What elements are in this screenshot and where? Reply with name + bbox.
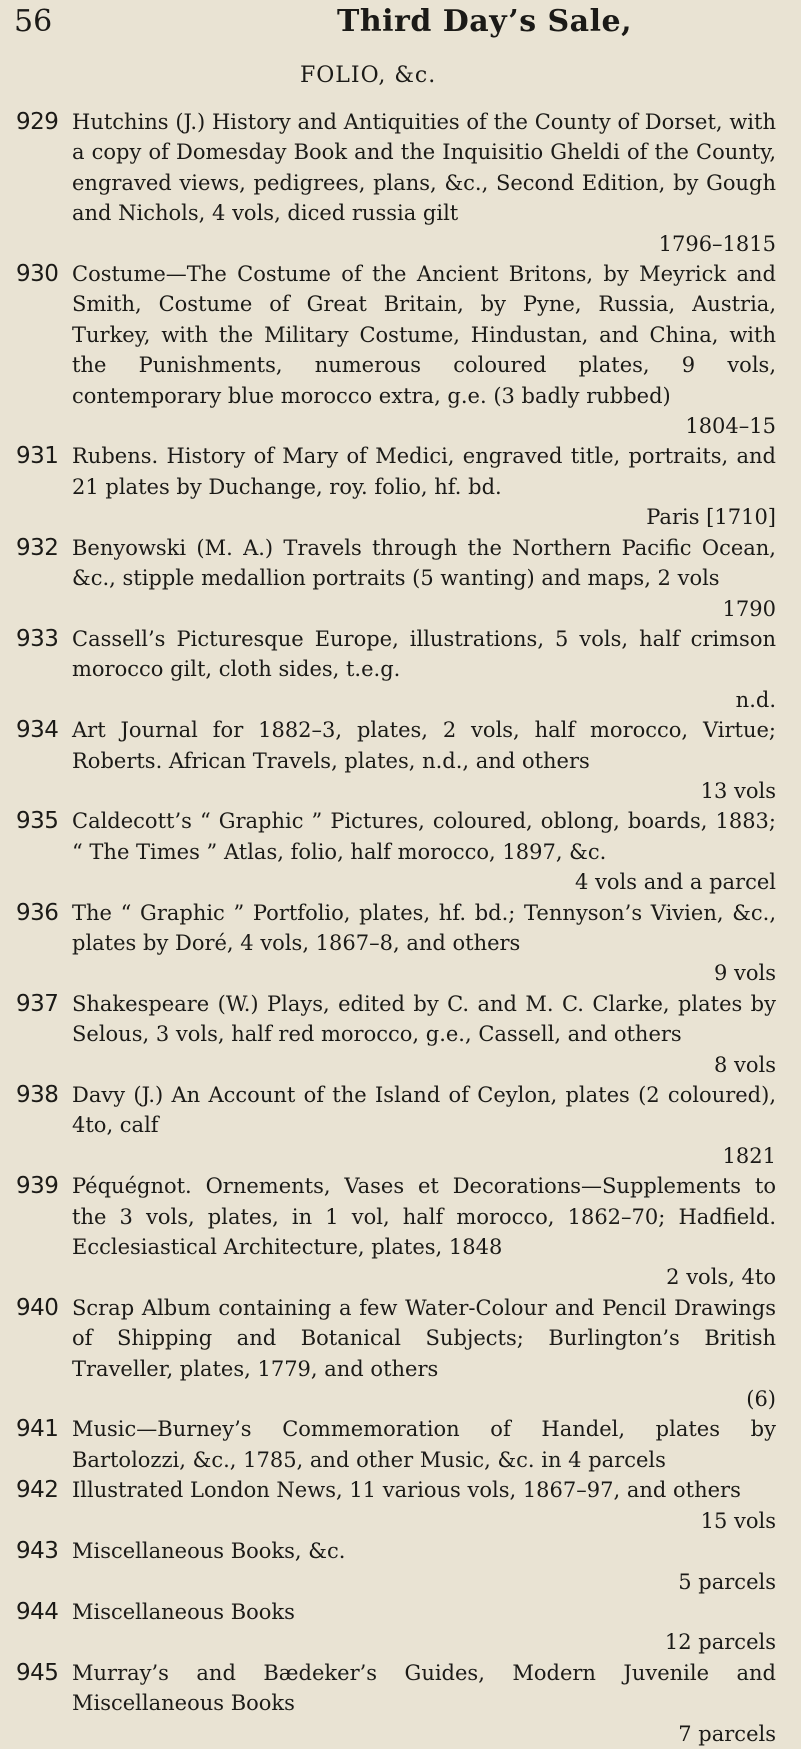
lot-text: Miscellaneous Books [72,1599,295,1624]
lot-number: 938 [16,1082,59,1108]
lot-text: Costume—The Costume of the Ancient Britons, by Meyrick and Smith, Costume of Great Britain, by Pyne, Russia, Austria, Turkey, with the Military Costume, Hindustan, and China, with the Punishments, numerous coloured plates, 9 vols, contemporary blue morocco extra, g.e. (3 badly rubbed) [72,262,776,408]
lot-date-or-quantity: 1821 [722,1143,776,1168]
lot-number: 935 [16,808,59,835]
lot-date-or-quantity: 1804–15 [685,414,776,439]
running-head: Third Day’s Sale, [337,4,633,39]
lot-entry [16,1414,776,1475]
lot-number: 945 [16,1659,59,1686]
lot-list [16,107,776,1749]
lot-text: Murray’s and Bædeker’s Guides, Modern Juvenile and Miscellaneous Books [72,1660,776,1716]
lot-entry [16,715,776,806]
lot-number: 937 [16,990,59,1017]
lot-description [72,1597,776,1658]
lot-entry [16,1597,776,1658]
lot-description [72,1414,776,1475]
lot-text: Shakespeare (W.) Plays, edited by C. and M. C. Clarke, plates by Selous, 3 vols, half red morocco, g.e., Cassell, and others [72,991,776,1047]
lot-description [72,107,776,259]
lot-description [72,898,776,989]
lot-description [72,533,776,624]
lot-entry [16,898,776,989]
lot-date-or-quantity: 9 vols [713,961,776,986]
lot-description [72,1080,776,1171]
lot-description [72,624,776,715]
lot-description [72,1293,776,1415]
lot-date-or-quantity: 13 vols [700,778,776,803]
lot-date-or-quantity: Paris [1710] [646,505,776,530]
lot-text: Rubens. History of Mary of Medici, engraved title, portraits, and 21 plates by Duchange, roy. folio, hf. bd. [72,444,776,499]
lot-text: Caldecott’s “ Graphic ” Pictures, coloured, oblong, boards, 1883; “ The Times ” Atlas, folio, half morocco, 1897, &c. [72,809,776,864]
lot-date-or-quantity: 7 parcels [678,1721,776,1746]
lot-description [72,989,776,1080]
lot-text: Hutchins (J.) History and Antiquities of the County of Dorset, with a copy of Domesday Book and the Inquisitio Gheldi of the County, engraved views, pedigrees, plans, &c., Second Edition, by Gough and Nichols, 4 vols, diced russia gilt [72,110,776,226]
lot-text: Illustrated London News, 11 various vols, 1867–97, and others [72,1478,741,1503]
lot-number: 930 [16,261,59,288]
lot-entry [16,441,776,532]
lot-number: 932 [16,534,59,561]
lot-date-or-quantity: 2 vols, 4to [666,1265,776,1290]
lot-text: Benyowski (M. A.) Travels through the Northern Pacific Ocean, &c., stipple medallion portraits (5 wanting) and maps, 2 vols [72,535,776,591]
page-number: 56 [14,4,53,39]
lot-number: 931 [16,443,59,470]
lot-entry [16,1080,776,1171]
lot-number: 944 [16,1598,59,1625]
lot-description [72,715,776,806]
lot-description [72,806,776,897]
lot-entry [16,1536,776,1597]
lot-number: 929 [16,109,59,135]
lot-number: 939 [16,1173,59,1200]
lot-entry [16,989,776,1080]
lot-number: 936 [16,899,59,926]
lot-entry [16,806,776,897]
lot-description [72,1475,776,1536]
lot-date-or-quantity: 12 parcels [664,1630,776,1655]
lot-entry [16,107,776,259]
lot-number: 940 [16,1294,59,1321]
lot-entry [16,259,776,441]
lot-date-or-quantity: (6) [746,1387,776,1412]
lot-text: Miscellaneous Books, &c. [72,1539,346,1564]
lot-date-or-quantity: 5 parcels [678,1569,776,1594]
lot-text: Cassell’s Picturesque Europe, illustrations, 5 vols, half crimson morocco gilt, cloth sides, t.e.g. [72,626,776,682]
lot-date-or-quantity: 1790 [722,596,776,621]
lot-date-or-quantity: n.d. [735,687,776,712]
lot-number: 933 [16,625,59,652]
lot-description [72,1536,776,1597]
lot-text: Art Journal for 1882–3, plates, 2 vols, half morocco, Virtue; Roberts. African Travels, plates, n.d., and others [72,718,776,773]
lot-text: Scrap Album containing a few Water-Colour and Pencil Drawings of Shipping and Botanical Subjects; Burlington’s British Traveller, plates, 1779, and others [72,1295,776,1381]
lot-text: Music—Burney’s Commemoration of Handel, plates by Bartolozzi, &c., 1785, and other Music, &c. in 4 parcels [72,1417,776,1472]
lot-number: 934 [16,717,59,744]
lot-date-or-quantity: 8 vols [713,1052,776,1077]
lot-number: 941 [16,1416,59,1443]
lot-text: The “ Graphic ” Portfolio, plates, hf. bd.; Tennyson’s Vivien, &c., plates by Doré, 4 vols, 1867–8, and others [72,900,776,955]
lot-description [72,441,776,532]
lot-entry [16,1171,776,1293]
lot-description [72,1171,776,1293]
lot-date-or-quantity: 15 vols [700,1508,776,1533]
lot-entry [16,1475,776,1536]
lot-date-or-quantity: 4 vols and a parcel [575,870,776,895]
lot-text: Davy (J.) An Account of the Island of Ceylon, plates (2 coloured), 4to, calf [72,1083,776,1138]
lot-description [72,1658,776,1749]
lot-entry [16,533,776,624]
lot-entry [16,1293,776,1415]
lot-date-or-quantity: 1796–1815 [658,231,776,256]
lot-number: 942 [16,1477,59,1504]
section-heading: FOLIO, &c. [300,63,437,88]
lot-description [72,259,776,441]
lot-entry [16,1658,776,1749]
lot-text: Péquégnot. Ornements, Vases et Decorations—Supplements to the 3 vols, plates, in 1 vol, half morocco, 1862–70; Hadfield. Ecclesiastical Architecture, plates, 1848 [72,1174,776,1260]
lot-number: 943 [16,1538,59,1565]
lot-entry [16,624,776,715]
